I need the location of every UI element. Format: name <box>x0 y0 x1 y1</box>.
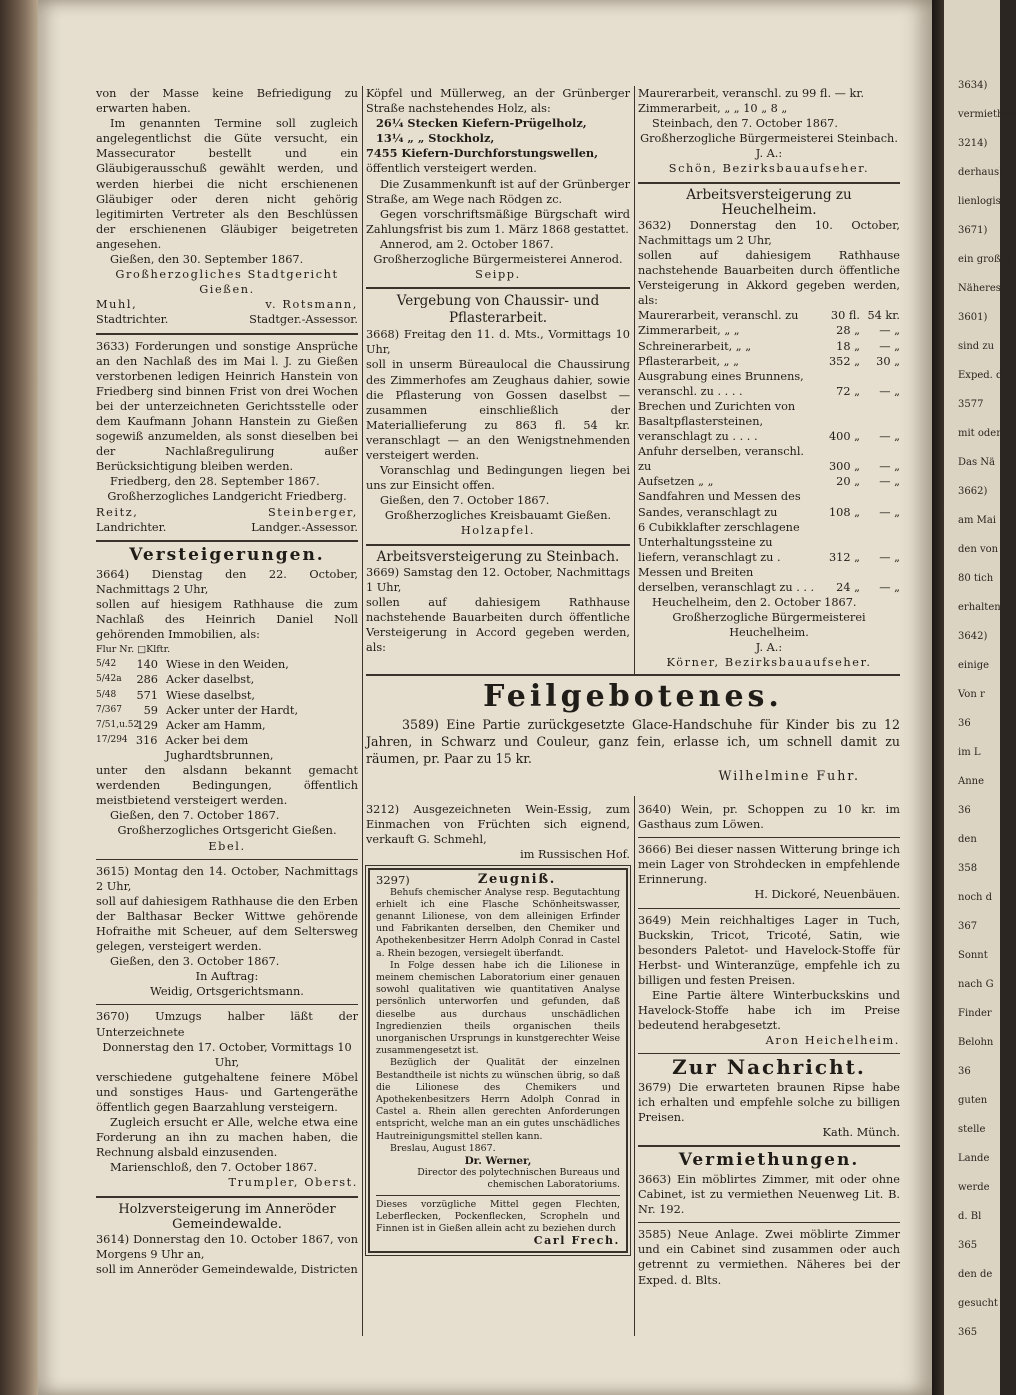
notice-text: soll im Anneröder Gemeindewalde, Districten <box>96 1262 358 1276</box>
margin-fragment: ein großer <box>958 254 1012 265</box>
location: im Russischen Hof. <box>520 848 630 862</box>
margin-fragment: 3642) <box>958 631 988 642</box>
work-item <box>638 520 900 565</box>
plot-number: 5/48 <box>96 689 117 700</box>
margin-fragment: 80 tich <box>958 573 994 584</box>
work-desc: Messen und Breiten derselben, veranschlagt zu . . . <box>638 565 815 594</box>
notice-3585: 3585) Neue Anlage. Zwei möblirte Zimmer und ein Cabinet sind zusammen oder auch getrennt zu vermiethen. Näheres bei der Exped. d. Blts. <box>638 1228 900 1287</box>
signature: Weidig, Ortsgerichtsmann. <box>150 985 304 999</box>
section-heading: Vermiethungen. <box>678 1149 860 1170</box>
title: Stadtrichter. <box>96 313 169 327</box>
work-item <box>638 354 900 369</box>
signature: Wilhelmine Fuhr. <box>718 768 860 783</box>
notice-text: Zugleich ersucht er Alle, welche etwa eine Forderung an ihn zu machen haben, die Rechnung alsbald einzusenden. <box>96 1116 358 1160</box>
plot-desc: Wiese in den Weiden, <box>166 658 289 672</box>
notice-text: Köpfel und Müllerweg, an der Grünberger Straße nachstehendes Holz, als: <box>366 87 630 116</box>
authority: Großherzogliche Bürgermeisterei Annerod. <box>373 253 623 267</box>
court-name: Großherzogliches Ortsgericht Gießen. <box>117 824 337 838</box>
auth-line: In Auftrag: <box>195 970 259 984</box>
margin-fragment: einige <box>958 660 990 671</box>
column-rule <box>362 86 363 1336</box>
notice-date: Gießen, den 30. September 1867. <box>110 253 304 267</box>
plot-row <box>96 703 358 718</box>
margin-fragment: Sonnt <box>958 950 988 961</box>
book-binding <box>0 0 38 1395</box>
signature: Carl Frech. <box>533 1234 620 1248</box>
margin-fragment: 36 <box>958 805 971 816</box>
work-item <box>638 323 900 338</box>
notice-3212: 3212) Ausgezeichneten Wein-Essig, zum Einmachen von Früchten sich eignend, verkauft G. Schmehl, <box>366 803 630 847</box>
signature: v. Rotsmann, <box>265 298 358 312</box>
auth-line: J. A.: <box>755 147 783 161</box>
plot-size: 316 <box>135 733 158 747</box>
plot-size: 59 <box>143 703 158 717</box>
work-table <box>638 308 900 595</box>
column-3 <box>638 86 900 671</box>
column-1 <box>96 86 358 1277</box>
notice-date: Marienschloß, den 7. October 1867. <box>110 1161 318 1175</box>
signature: Ebel. <box>208 839 246 853</box>
work-kreuzer: — „ <box>879 460 900 474</box>
margin-fragment: 3577 <box>958 399 984 410</box>
work-desc: Anfuhr derselben, veranschl. zu <box>638 445 805 474</box>
table-header: Flur Nr. □Klftr. <box>96 644 171 656</box>
notice-3679: 3679) Die erwarteten braunen Ripse habe ich erhalten und empfehle solche zu billigen Preisen. <box>638 1080 900 1124</box>
wood-line: 26¼ Stecken Kiefern-Prügelholz, <box>376 116 587 131</box>
work-florin: 300 „ <box>828 460 860 474</box>
margin-fragment: vermiethen <box>958 109 1016 120</box>
notice-date: Gießen, den 7. October 1867. <box>380 494 550 508</box>
plot-number: 7/367 <box>96 704 122 715</box>
notice-text: von der Masse keine Befriedigung zu erwarten haben. <box>96 87 358 116</box>
notice-date: Gießen, den 7. October 1867. <box>110 809 280 823</box>
notice-text: unter den alsdann bekannt gemacht werdenden Bedingungen, öffentlich meistbietend versteigert werden. <box>96 764 358 808</box>
notice-3615: 3615) Montag den 14. October, Nachmittags 2 Uhr, <box>96 864 358 893</box>
work-kreuzer: — „ <box>879 430 900 444</box>
page-gutter <box>932 0 944 1395</box>
work-item <box>638 444 900 474</box>
section-heading: Zur Nachricht. <box>672 1055 866 1080</box>
notice-text: Gegen vorschriftsmäßige Bürgschaft wird Zahlungsfrist bis zum 1. März 1868 gestattet. <box>366 207 630 236</box>
work-kreuzer: — „ <box>879 505 900 519</box>
work-item <box>638 565 900 595</box>
margin-fragment: 3634) <box>958 80 988 91</box>
work-desc: 6 Cubikklafter zerschlagene Unterhaltungssteine zu liefern, veranschlagt zu . <box>638 520 800 564</box>
work-desc: Aufsetzen „ „ <box>638 475 714 489</box>
column-3-lower <box>638 802 900 1288</box>
authority: Großherzogliche Bürgermeisterei Heuchelheim. <box>672 611 866 640</box>
work-kreuzer: — „ <box>879 550 900 564</box>
work-desc: Schreinerarbeit, „ „ <box>638 339 752 353</box>
signature: Kath. Münch. <box>822 1125 900 1139</box>
plot-row <box>96 688 358 703</box>
margin-fragment: erhalten. <box>958 602 1004 613</box>
work-item <box>638 399 900 444</box>
notice-text: sollen auf dahiesigem Rathhause nachstehende Bauarbeiten durch öffentliche Versteigerung in Accord gegeben werden, als: <box>366 595 630 655</box>
section-title: Feilgebotenes. <box>483 679 783 714</box>
margin-fragment: Das Nä <box>958 457 996 468</box>
section-heading: Arbeitsversteigerung zu Steinbach. <box>376 548 620 565</box>
section-heading: Versteigerungen. <box>129 544 325 565</box>
notice-text: Eine Partie ältere Winterbuckskins und Havelock-Stoffe habe ich im Preise bedeutend herabgesetzt. <box>638 989 900 1033</box>
plot-size: 129 <box>136 718 158 732</box>
margin-fragment: 36 <box>958 1066 971 1077</box>
work-florin: 108 „ <box>828 505 860 519</box>
plot-table <box>96 657 358 763</box>
margin-fragment: nach G <box>958 979 994 990</box>
notice-3614: 3614) Donnerstag den 10. October 1867, von Morgens 9 Uhr an, <box>96 1232 358 1261</box>
plot-row <box>96 733 358 763</box>
wood-line: 13¼ „ „ Stockholz, <box>376 131 495 146</box>
distributor-text: Dieses vorzügliche Mittel gegen Flechten, Leberflecken, Pockenflecken, Scropheln und Finnen ist in Gießen allein acht zu beziehen durch <box>376 1198 620 1235</box>
work-desc: Maurerarbeit, veranschl. zu <box>638 309 799 323</box>
testimonial-text: Bezüglich der Qualität der einzelnen Bestandtheile ist nichts zu wünschen übrig, so daß die Lilionese des Chemikers und Apothekenbesitzers Herrn Adolph Conrad in Castel a. Rhein allen gerechten Anforderungen entspricht, welche man an ein gutes unschädliches Hautreinigungsmittel stellen kann. <box>376 1057 620 1142</box>
column-2-lower <box>366 802 630 1259</box>
margin-fragment: 3214) <box>958 138 988 149</box>
margin-fragment: lienlogis <box>958 196 1001 207</box>
notice-3664: 3664) Dienstag den 22. October, Nachmittags 2 Uhr, <box>96 567 358 596</box>
margin-fragment: mit oder <box>958 428 1001 439</box>
margin-fragment: 358 <box>958 863 978 874</box>
signature: Holzapfel. <box>460 524 536 538</box>
plot-row <box>96 718 358 733</box>
margin-fragment: 36 <box>958 718 971 729</box>
signature: Dr. Werner, <box>464 1155 532 1168</box>
signature: Muhl, <box>96 298 138 312</box>
plot-size: 286 <box>136 673 158 687</box>
notice-3669: 3669) Samstag den 12. October, Nachmittags 1 Uhr, <box>366 565 630 594</box>
plot-number: 17/294 <box>96 734 128 745</box>
signature: Seipp. <box>475 268 521 282</box>
work-florin: 72 „ <box>836 384 860 398</box>
work-line: Maurerarbeit, veranschl. zu 99 fl. — kr. <box>638 87 865 100</box>
work-florin: 312 „ <box>828 550 860 564</box>
plot-desc: Acker unter der Hardt, <box>166 703 299 717</box>
plot-desc: Acker am Hamm, <box>166 718 266 732</box>
auth-line: J. A.: <box>755 641 783 655</box>
notice-number: 3297) <box>376 873 410 888</box>
margin-fragment: am Mai <box>958 515 997 526</box>
margin-fragment: noch d <box>958 892 993 903</box>
testimonial-text: Behufs chemischer Analyse resp. Begutachtung erhielt ich eine Flasche Schönheitswasser, genannt Lilionese, von dem alleinigen Erfinder und Fabrikanten derselben, den Chemiker und Apothekenbesitzer Herrn Adolph Conrad in Castel a. Rhein bezogen, versiegelt überfandt. <box>376 886 620 959</box>
margin-fragment: 3671) <box>958 225 988 236</box>
notice-date: Heuchelheim, den 2. October 1867. <box>652 596 857 610</box>
margin-fragment: 3662) <box>958 486 988 497</box>
margin-fragment: gesucht <box>958 1298 998 1309</box>
notice-3633: 3633) Forderungen und sonstige Ansprüche an den Nachlaß des im Mai l. J. zu Gießen verstorbenen ledigen Heinrich Hanstein von Friedberg sind binnen Frist von drei Wochen bei der unterzeichneten Gerichtsstelle oder dem Kaufmann Johann Hanstein zu Gießen sogewiß anzumelden, als sonst dieselben bei der Nachlaßregulirung außer Berücksichtigung bleiben werden. <box>96 339 358 474</box>
work-kreuzer: — „ <box>879 475 900 489</box>
work-item <box>638 474 900 489</box>
margin-fragment: derhaus) <box>958 167 1003 178</box>
notice-time: Donnerstag den 17. October, Vormittags 10 Uhr, <box>102 1040 352 1069</box>
column-2 <box>366 86 630 655</box>
notice-text: Voranschlag und Bedingungen liegen bei uns zur Einsicht offen. <box>366 464 630 493</box>
notice-text: soll in unserm Büreaulocal die Chaussirung des Zimmerhofes am Zeughaus dahier, sowie die Pflasterung von Gossen daselbst — zusammen einschließlich der Materiallieferung zu 863 fl. 54 kr. veranschlagt — an den Wenigstnehmenden versteigert werden. <box>366 358 630 462</box>
signature: Reitz, <box>96 505 139 519</box>
column-rule <box>634 86 635 676</box>
notice-text: Im genannten Termine soll zugleich angelegentlichst die Güte versucht, ein Massecurator bestellt und ein Gläubigerausschuß gewählt werden, und werden hierbei die nicht erschienenen Gläubiger oder deren nicht gehörig legitimirten Vertreter als den Beschlüssen der erschienenen Gläubiger beigetreten angesehen. <box>96 117 358 251</box>
work-item <box>638 369 900 399</box>
plot-desc: Acker daselbst, <box>166 673 255 687</box>
work-desc: Pflasterarbeit, „ „ <box>638 354 739 368</box>
classifieds-section <box>366 674 900 784</box>
notice-text: sollen auf dahiesigem Rathhause nachstehende Bauarbeiten durch öffentliche Versteigerung in Akkord gegeben werden, als: <box>638 248 900 308</box>
margin-fragment: Exped. d. <box>958 370 1006 381</box>
signature: Trumpler, Oberst. <box>228 1176 358 1190</box>
signature: H. Dickoré, Neuenbäuen. <box>754 888 900 902</box>
work-kreuzer: — „ <box>879 384 900 398</box>
margin-fragment: guten <box>958 1095 988 1106</box>
notice-3589: 3589) Eine Partie zurückgesetzte Glace-Handschuhe für Kinder bis zu 12 Jahren, in Schwarz und Couleur, ganz fein, erlasse ich, um schnell damit zu räumen, pr. Paar zu 15 kr. <box>366 717 900 766</box>
title: Landger.-Assessor. <box>251 520 358 534</box>
work-florin: 28 „ <box>836 324 860 338</box>
plot-number: 5/42 <box>96 659 117 670</box>
margin-fragment: Finder <box>958 1008 992 1019</box>
work-florin: 24 „ <box>836 581 860 594</box>
notice-text: verschiedene gutgehaltene feinere Möbel und sonstiges Haus- und Gartengeräthe öffentlich gegen Baarzahlung versteigern. <box>96 1070 358 1114</box>
notice-text: sollen auf hiesigem Rathhause die zum Nachlaß des Heinrich Daniel Noll gehörenden Immobilien, als: <box>96 598 358 642</box>
work-florin: 352 „ <box>828 354 860 368</box>
margin-fragment: Lande <box>958 1153 990 1164</box>
plot-size: 140 <box>136 658 158 672</box>
signature-title: Director des polytechnischen Bureaus und chemischen Laboratoriums. <box>417 1167 620 1191</box>
work-item <box>638 339 900 354</box>
notice-3666: 3666) Bei dieser nassen Witterung bringe ich mein Lager von Strohdecken in empfehlende Erinnerung. <box>638 843 900 887</box>
margin-fragment: stelle <box>958 1124 986 1135</box>
court-name: Großherzogliches Landgericht Friedberg. <box>107 490 347 504</box>
plot-row <box>96 672 358 687</box>
margin-fragment: Belohn <box>958 1037 994 1048</box>
notice-3663: 3663) Ein möblirtes Zimmer, mit oder ohne Cabinet, ist zu vermiethen Neuenweg Lit. B. Nr. 192. <box>638 1172 900 1217</box>
work-florin: 18 „ <box>836 339 860 353</box>
margin-fragment: im L <box>958 747 981 758</box>
notice-text: öffentlich versteigert werden. <box>366 162 537 176</box>
plot-row <box>96 657 358 672</box>
margin-fragment: 365 <box>958 1327 978 1338</box>
notice-3668: 3668) Freitag den 11. d. Mts., Vormittags 10 Uhr, <box>366 328 630 357</box>
signature: Schön, Bezirksbauaufseher. <box>668 162 870 176</box>
testimonial-date: Breslau, August 1867. <box>390 1142 496 1154</box>
title: Stadtger.-Assessor. <box>249 313 358 327</box>
work-florin: 20 „ <box>836 475 860 489</box>
notice-text: soll auf dahiesigem Rathhause die den Erben der Balthasar Becker Wittwe gehörende Hofraithe mit Scheuer, auf dem Seltersweg gelegen, versteigert werden. <box>96 894 358 954</box>
signature: Körner, Bezirksbauaufseher. <box>666 656 872 670</box>
testimonial-text: In Folge dessen habe ich die Lilionese in meinem chemischen Laboratorium einer genauen sowohl qualitativen wie quantitativen Analyse persönlich unterworfen und gefunden, daß dieselbe aus durchaus unschädlichen Ingredienzien theils organischen theils unorganischen Ursprungs in kunstgerechter Weise zusammengesetzt ist. <box>376 959 620 1057</box>
margin-fragment: den <box>958 834 977 845</box>
section-heading: Holzversteigerung im Anneröder Gemeindewalde. <box>118 1201 336 1232</box>
margin-fragment: Näheres <box>958 283 1001 294</box>
margin-fragment: 365 <box>958 1240 978 1251</box>
work-kreuzer: 54 kr. <box>867 309 900 323</box>
work-desc: Sandfahren und Messen des Sandes, veranschlagt zu <box>638 490 801 519</box>
signature: Steinberger, <box>267 505 358 519</box>
notice-text: Die Zusammenkunft ist auf der Grünberger Straße, am Wege nach Rödgen zc. <box>366 177 630 206</box>
notice-date: Annerod, am 2. October 1867. <box>380 237 554 251</box>
authority: Großherzogliches Kreisbauamt Gießen. <box>384 509 612 523</box>
notice-date: Steinbach, den 7. October 1867. <box>652 117 838 131</box>
plot-size: 571 <box>136 688 158 702</box>
column-rule <box>634 796 635 1336</box>
plot-desc: Wiese daselbst, <box>166 688 256 702</box>
work-florin: 30 fl. <box>830 309 860 323</box>
notice-3632: 3632) Donnerstag den 10. October, Nachmittags um 2 Uhr, <box>638 218 900 247</box>
notice-3649: 3649) Mein reichhaltiges Lager in Tuch, Buckskin, Tricot, Tricoté, Satin, wie besonders Paletot- und Havelock-Stoffe für Herbst- und Winteranzüge, empfehle ich zu billigen und festen Preisen. <box>638 913 900 987</box>
margin-fragment: den von <box>958 544 999 555</box>
notice-date: Gießen, den 3. October 1867. <box>110 955 280 969</box>
work-kreuzer: — „ <box>879 324 900 338</box>
work-item <box>638 308 900 323</box>
margin-fragment: 3601) <box>958 312 988 323</box>
margin-fragment: den de <box>958 1269 993 1280</box>
margin-fragment: sind zu <box>958 341 995 352</box>
work-desc: Brechen und Zurichten von Basaltpflastersteinen, veranschlagt zu . . . . <box>638 399 796 444</box>
testimonial-box <box>368 868 628 1253</box>
work-kreuzer: — „ <box>879 581 900 594</box>
court-name: Großherzogliches Stadtgericht Gießen. <box>115 268 339 297</box>
work-florin: 400 „ <box>828 430 860 444</box>
plot-desc: Acker bei dem Jughardtsbrunnen, <box>165 733 274 762</box>
margin-fragment: werde <box>958 1182 990 1193</box>
plot-number: 5/42a <box>96 674 122 685</box>
notice-3640: 3640) Wein, pr. Schoppen zu 10 kr. im Gasthaus zum Löwen. <box>638 803 900 832</box>
work-item <box>638 489 900 519</box>
section-heading: Arbeitsversteigerung zu Heuchelheim. <box>686 186 852 218</box>
adjacent-page-edge <box>944 0 1016 1395</box>
margin-fragment: Anne <box>958 776 985 787</box>
notice-3670: 3670) Umzugs halber läßt der Unterzeichnete <box>96 1010 358 1039</box>
title: Landrichter. <box>96 520 167 534</box>
authority: Großherzogliche Bürgermeisterei Steinbach. <box>640 132 898 146</box>
work-desc: Zimmerarbeit, „ „ <box>638 324 740 338</box>
wood-line: 7455 Kiefern-Durchforstungswellen, <box>366 146 599 161</box>
notice-date: Friedberg, den 28. September 1867. <box>110 475 320 489</box>
work-kreuzer: 30 „ <box>876 354 900 368</box>
work-kreuzer: — „ <box>879 339 900 353</box>
work-line: Zimmerarbeit, „ „ 10 „ 8 „ <box>638 102 788 116</box>
plot-number: 7/51,u.52 <box>96 719 140 730</box>
margin-fragment: Von r <box>958 689 985 700</box>
margin-fragment: d. Bl <box>958 1211 982 1222</box>
margin-fragment: 367 <box>958 921 978 932</box>
signature: Aron Heichelheim. <box>765 1034 900 1048</box>
testimonial-title: Zeugniß. <box>477 872 556 888</box>
section-heading: Vergebung von Chaussir- und Pflasterarbeit. <box>396 293 600 327</box>
work-desc: Ausgrabung eines Brunnens, veranschl. zu . . . . <box>638 369 804 398</box>
